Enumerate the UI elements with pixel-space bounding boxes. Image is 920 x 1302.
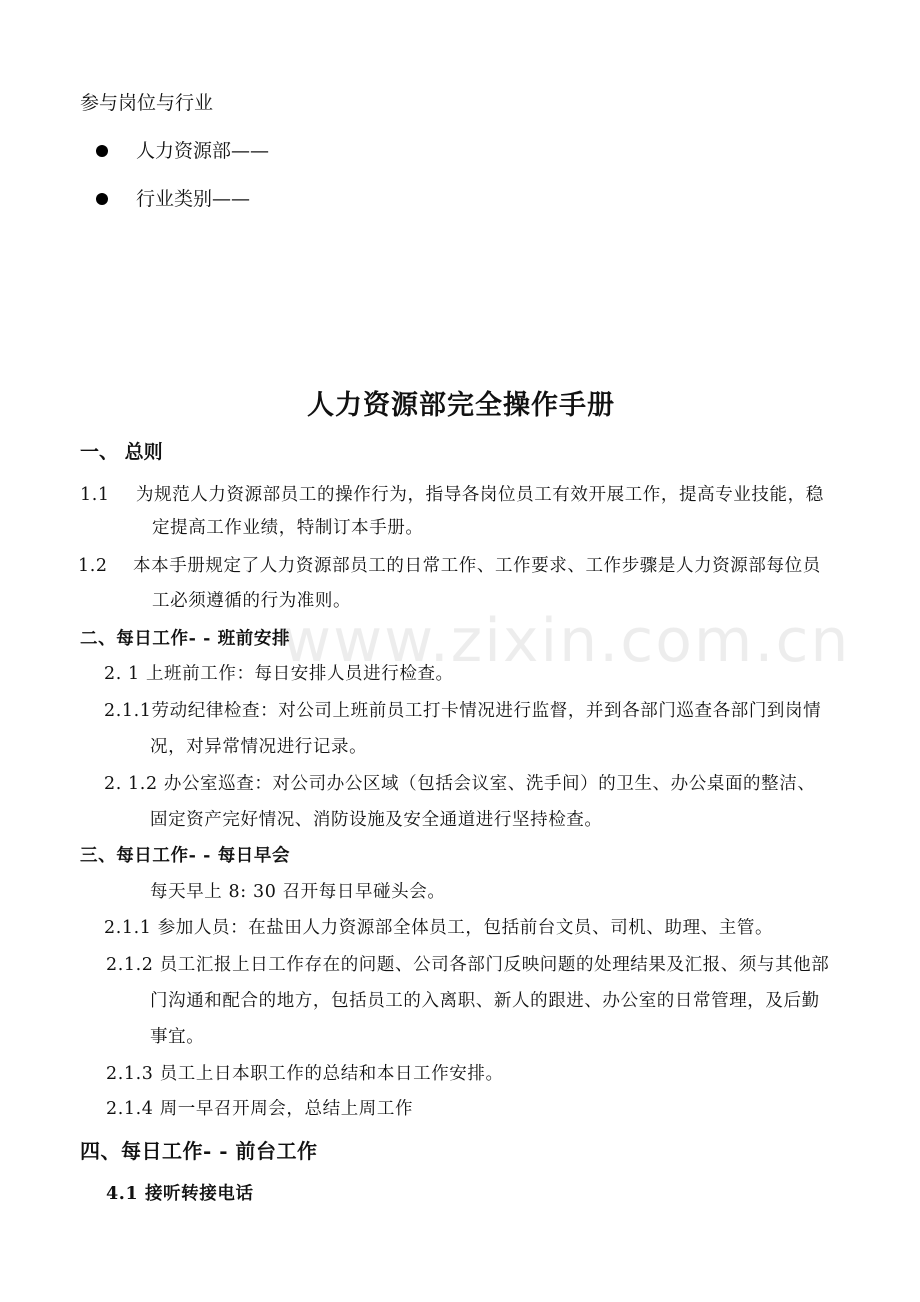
para-2-1-2-line-2: 固定资产完好情况、消防设施及安全通道进行坚持检查。	[150, 810, 603, 830]
para-2-1-2-line-1: 2. 1.2 办公室巡查：对公司办公区域（包括会议室、洗手间）的卫生、办公桌面的整洁、	[104, 774, 816, 794]
para-2-1-1-line-1: 2.1.1劳动纪律检查：对公司上班前员工打卡情况进行监督，并到各部门巡查各部门到岗情	[104, 701, 822, 721]
section-2-heading: 二、每日工作- - 班前安排	[80, 629, 291, 649]
para-1-1-line-1: 为规范人力资源部员工的操作行为，指导各岗位员工有效开展工作，提高专业技能，稳	[136, 485, 824, 505]
para-1-2-line-2: 工必须遵循的行为准则。	[152, 591, 352, 611]
para-3-2-1-4: 2.1.4 周一早召开周会，总结上周工作	[106, 1099, 414, 1119]
para-3-2-1-3: 2.1.3 员工上日本职工作的总结和本日工作安排。	[106, 1064, 504, 1084]
intro-heading: 参与岗位与行业	[80, 92, 214, 114]
watermark: www.zixin.com.cn	[282, 606, 851, 676]
para-2-1-1-line-2: 况，对异常情况进行记录。	[150, 737, 368, 757]
bullet-dot-icon	[96, 193, 108, 205]
bullet-dot-icon	[96, 145, 108, 157]
para-3-2-1-2-line-3: 事宜。	[150, 1027, 205, 1047]
subsection-4-1: 4.1 接听转接电话	[106, 1184, 254, 1204]
para-1-2-number: 1.2	[78, 556, 108, 576]
section-4-heading: 四、每日工作- - 前台工作	[80, 1139, 318, 1163]
para-1-1-number: 1.1	[80, 485, 110, 505]
para-2-1: 2. 1 上班前工作：每日安排人员进行检查。	[104, 664, 454, 684]
section-3-heading: 三、每日工作- - 每日早会	[80, 846, 291, 866]
para-meeting-time: 每天早上 8: 30 召开每日早碰头会。	[150, 882, 446, 902]
para-3-2-1-1: 2.1.1 参加人员：在盐田人力资源部全体员工，包括前台文员、司机、助理、主管。	[104, 918, 774, 938]
para-1-1-line-2: 定提高工作业绩，特制订本手册。	[152, 518, 424, 538]
para-3-2-1-2-line-2: 门沟通和配合的地方，包括员工的入离职、新人的跟进、办公室的日常管理，及后勤	[150, 991, 820, 1011]
intro-bullet-1: 人力资源部——	[136, 140, 270, 162]
para-1-2-line-1: 本本手册规定了人力资源部员工的日常工作、工作要求、工作步骤是人力资源部每位员	[133, 556, 821, 576]
para-3-2-1-2-line-1: 2.1.2 员工汇报上日工作存在的问题、公司各部门反映问题的处理结果及汇报、须与其他部	[106, 955, 830, 975]
document-title: 人力资源部完全操作手册	[307, 390, 615, 421]
section-1-heading: 一、 总则	[80, 441, 163, 463]
intro-bullet-2: 行业类别——	[136, 188, 251, 210]
